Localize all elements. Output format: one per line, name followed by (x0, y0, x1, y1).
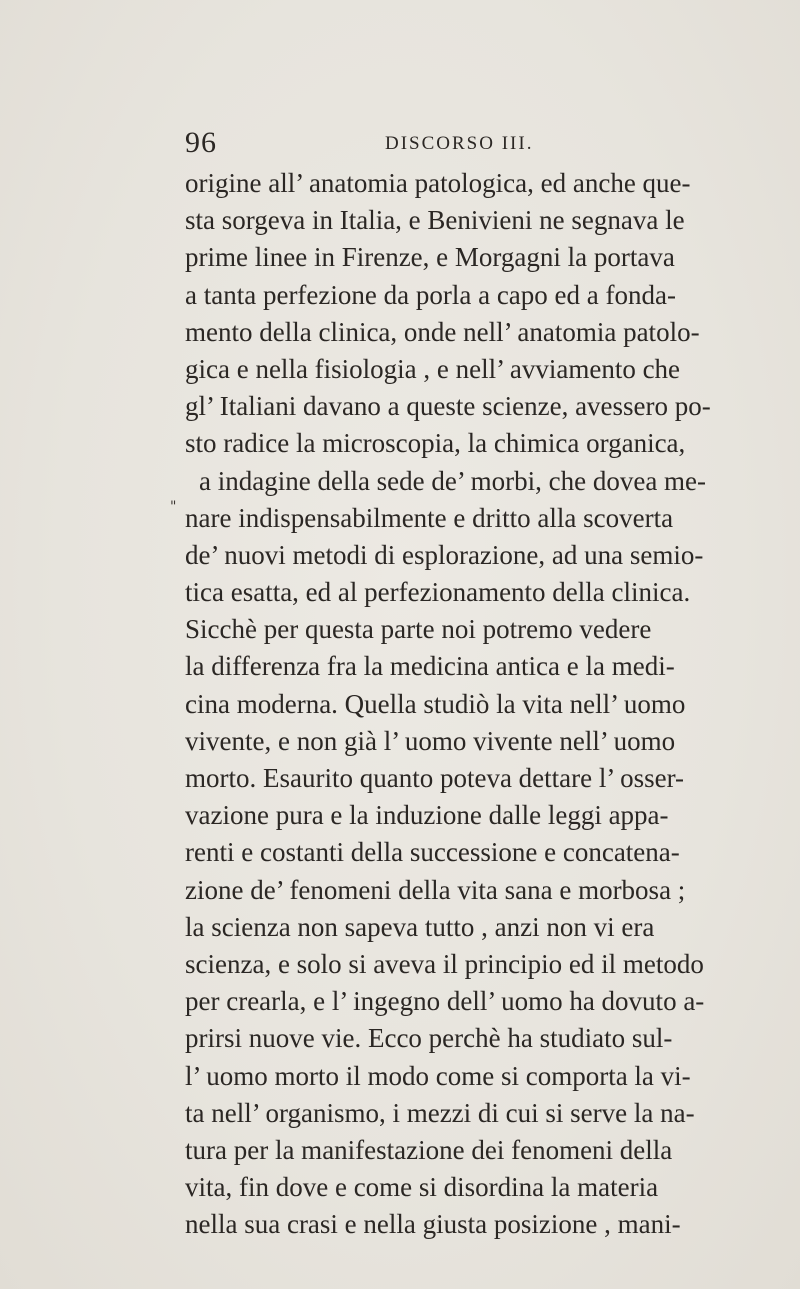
text-line: renti e costanti della successione e concatena- (185, 837, 680, 868)
text-line: mento della clinica, onde nell’ anatomia patolo- (185, 316, 700, 347)
text-line: zione de’ fenomeni della vita sana e morbosa ; (185, 874, 686, 905)
text-line: prime linee in Firenze, e Morgagni la portava (185, 242, 675, 273)
text-line: de’ nuovi metodi di esplorazione, ad una semio- (185, 539, 704, 570)
text-line: gica e nella fisiologia , e nell’ avviamento che (185, 353, 681, 384)
text-line: tica esatta, ed al perfezionamento della clinica. (185, 577, 691, 608)
body-text (185, 165, 711, 1243)
text-line: sta sorgeva in Italia, e Benivieni ne segnava le (185, 205, 685, 236)
page-header (185, 125, 625, 165)
text-line: morto. Esaurito quanto poteva dettare l’ osser- (185, 763, 685, 793)
text-line: prirsi nuove vie. Ecco perchè ha studiato sul- (185, 1023, 673, 1054)
text-line: la differenza fra la medicina antica e la medi- (185, 651, 675, 682)
text-line: Sicchè per questa parte noi potremo vedere (185, 614, 652, 645)
text-line: cina moderna. Quella studiò la vita nell’ uomo (185, 688, 686, 719)
page-number: 96 (185, 126, 217, 159)
text-line: vivente, e non già l’ uomo vivente nell’ uomo (185, 725, 676, 756)
text-line: a tanta perfezione da porla a capo ed a fonda- (185, 279, 676, 310)
text-line: vazione pura e la induzione dalle leggi appa- (185, 800, 669, 831)
text-line: nare indispensabilmente e dritto alla scoverta (185, 502, 674, 533)
text-line: vita, fin dove e come si disordina la materia (185, 1172, 659, 1203)
text-line: tura per la manifestazione dei fenomeni della (185, 1134, 673, 1165)
text-line: origine all’ anatomia patologica, ed anche que- (185, 168, 691, 198)
text-line: l’ uomo morto il modo come si comporta la vi- (185, 1060, 691, 1091)
text-line: ta nell’ organismo, i mezzi di cui si serve la na- (185, 1097, 695, 1128)
running-head: DISCORSO III. (385, 133, 534, 154)
text-line: sto radice la microscopia, la chimica organica, (185, 428, 686, 459)
margin-mark: " (170, 499, 177, 515)
text-line: gl’ Italiani davano a queste scienze, avessero po- (185, 391, 711, 422)
text-line: la scienza non sapeva tutto , anzi non vi era (185, 911, 655, 942)
text-line: scienza, e solo si aveva il principio ed il metodo (185, 948, 704, 979)
text-line: nella sua crasi e nella giusta posizione , mani- (185, 1209, 681, 1240)
text-line: per crearla, e l’ ingegno dell’ uomo ha dovuto a- (185, 986, 705, 1017)
text-line: a indagine della sede de’ morbi, che dovea me- (199, 465, 707, 496)
